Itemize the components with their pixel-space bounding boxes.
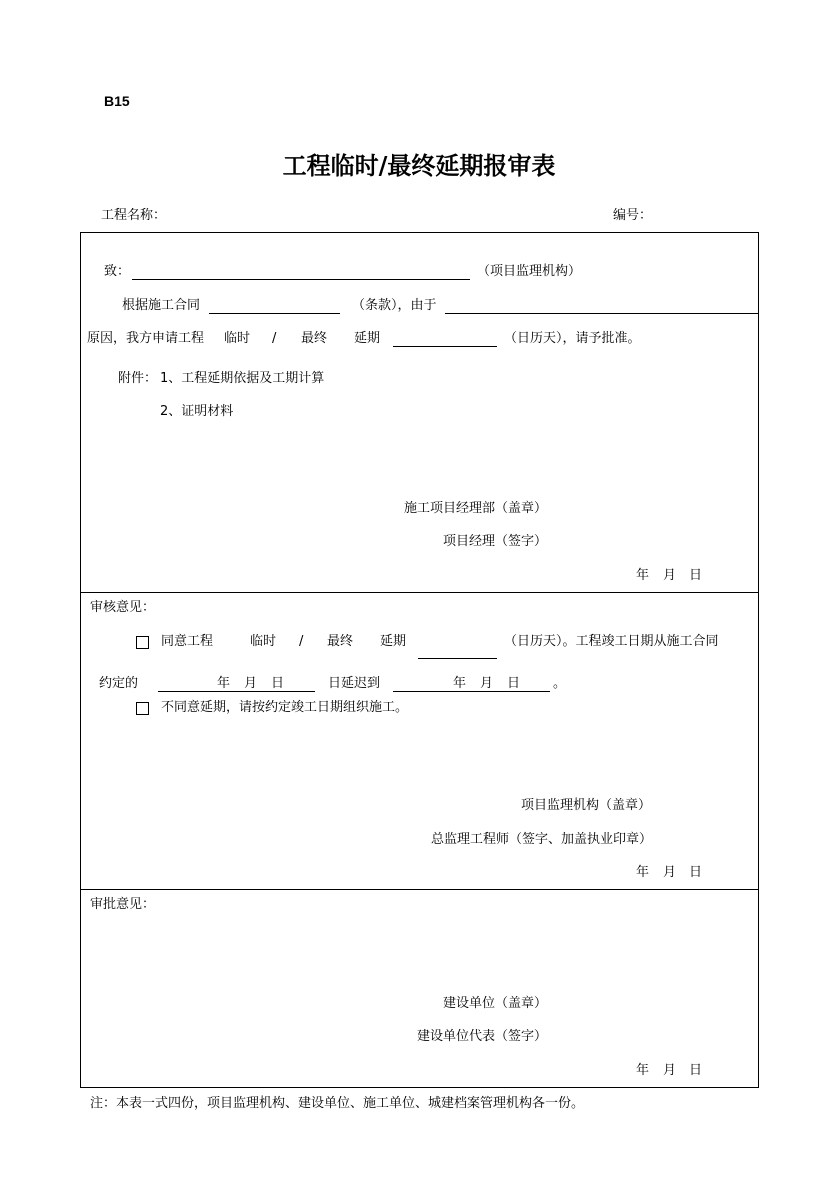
attachment-1: 1、工程延期依据及工期计算 bbox=[160, 371, 325, 386]
review-final-label: 最终 bbox=[327, 634, 354, 649]
review-label: 审核意见： bbox=[90, 600, 156, 615]
review-calendar-text: （日历天）。工程竣工日期从施工合同 bbox=[504, 634, 719, 649]
section-divider-1 bbox=[80, 592, 759, 593]
review-date-year: 年 bbox=[636, 865, 650, 880]
unit-stamp-label: 建设单位（盖章） bbox=[443, 996, 548, 1011]
contract-prefix: 根据施工合同 bbox=[122, 298, 201, 313]
agreed-year: 年 bbox=[217, 676, 231, 691]
approval-date-year: 年 bbox=[636, 1063, 650, 1078]
review-temp-label: 临时 bbox=[250, 634, 277, 649]
chief-sign-label: 总监理工程师（签字、加盖执业印章） bbox=[431, 832, 653, 847]
date-day: 日 bbox=[689, 568, 703, 583]
section-divider-2 bbox=[80, 889, 759, 890]
page-title: 工程临时/最终延期报审表 bbox=[282, 151, 556, 180]
to-suffix: （项目监理机构） bbox=[477, 264, 582, 279]
agree-prefix: 同意工程 bbox=[161, 634, 214, 649]
new-year: 年 bbox=[453, 676, 467, 691]
dept-stamp-label: 施工项目经理部（盖章） bbox=[404, 501, 548, 516]
agreed-month: 月 bbox=[244, 676, 258, 691]
disagree-checkbox[interactable] bbox=[136, 702, 149, 715]
clause-label: （条款），由于 bbox=[352, 298, 437, 313]
agreed-date-blank[interactable] bbox=[158, 691, 315, 692]
new-date-blank[interactable] bbox=[393, 691, 550, 692]
final-label: 最终 bbox=[301, 331, 328, 346]
attachment-label: 附件： bbox=[118, 371, 158, 386]
review-date-month: 月 bbox=[663, 865, 677, 880]
footnote: 注：本表一式四份，项目监理机构、建设单位、施工单位、城建档案管理机构各一份。 bbox=[90, 1096, 585, 1111]
review-slash: / bbox=[299, 634, 304, 649]
approval-date-month: 月 bbox=[663, 1063, 677, 1078]
disagree-text: 不同意延期，请按约定竣工日期组织施工。 bbox=[161, 700, 409, 715]
agreed-day: 日 bbox=[271, 676, 285, 691]
new-month: 月 bbox=[480, 676, 494, 691]
table-left-border bbox=[80, 232, 81, 1087]
form-code: B15 bbox=[104, 93, 130, 109]
contract-blank[interactable] bbox=[209, 313, 340, 314]
org-stamp-label: 项目监理机构（盖章） bbox=[521, 798, 652, 813]
review-days-blank[interactable] bbox=[418, 658, 497, 659]
to-label: 致： bbox=[104, 264, 131, 279]
manager-sign-label: 项目经理（签字） bbox=[443, 534, 548, 549]
rep-sign-label: 建设单位代表（签字） bbox=[417, 1029, 548, 1044]
agreed-label: 约定的 bbox=[99, 676, 139, 691]
date-month: 月 bbox=[663, 568, 677, 583]
project-name-label: 工程名称： bbox=[101, 208, 167, 223]
to-blank[interactable] bbox=[132, 279, 470, 280]
calendar-days-request: （日历天），请予批准。 bbox=[504, 331, 641, 346]
table-bottom-border bbox=[80, 1087, 759, 1088]
temp-label: 临时 bbox=[224, 331, 251, 346]
reason-prefix: 原因，我方申请工程 bbox=[87, 331, 205, 346]
table-top-border bbox=[80, 232, 759, 233]
number-label: 编号： bbox=[613, 208, 653, 223]
period: 。 bbox=[553, 676, 567, 691]
date-year: 年 bbox=[636, 568, 650, 583]
slash: / bbox=[272, 331, 277, 346]
agree-checkbox[interactable] bbox=[136, 636, 149, 649]
approval-date-day: 日 bbox=[689, 1063, 703, 1078]
table-right-border bbox=[758, 232, 759, 1087]
review-date-day: 日 bbox=[689, 865, 703, 880]
review-extension-label: 延期 bbox=[380, 634, 407, 649]
attachment-2: 2、证明材料 bbox=[160, 404, 234, 419]
approval-label: 审批意见： bbox=[90, 897, 156, 912]
delay-to-label: 日延迟到 bbox=[328, 676, 381, 691]
days-blank[interactable] bbox=[393, 346, 497, 347]
extension-label: 延期 bbox=[354, 331, 381, 346]
new-day: 日 bbox=[507, 676, 521, 691]
reason-blank[interactable] bbox=[445, 313, 758, 314]
